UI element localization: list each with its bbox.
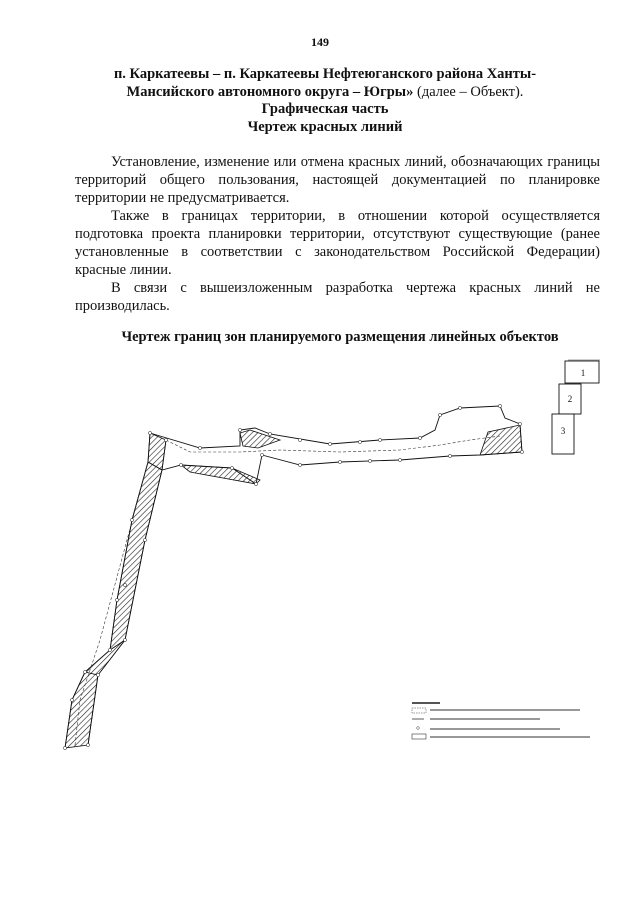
paragraph-1: Установление, изменение или отмена красных линий, обозначающих границы территорий общего пользования, настоящей документацией по планировке территории не предусматривается. <box>75 154 600 206</box>
planning-drawing <box>0 340 640 760</box>
document-heading <box>60 66 590 136</box>
page-number: 149 <box>311 35 329 49</box>
section-title: Чертеж границ зон планируемого размещения линейных объектов <box>121 329 559 345</box>
dashed-boundary <box>75 436 500 745</box>
sheet-index <box>552 360 600 454</box>
legend <box>412 703 590 739</box>
sheet-2-label: 2 <box>567 394 573 404</box>
sheet-3-label: 3 <box>560 426 566 436</box>
heading-line-1: п. Каркатеевы – п. Каркатеевы Нефтеюганского района Ханты- <box>113 66 537 82</box>
heading-graphic-part: Графическая часть <box>261 101 389 117</box>
planned-zone-hatched <box>65 425 522 748</box>
heading-line-2 <box>60 84 590 102</box>
heading-line-2-bold: Мансийского автономного округа – Югры» <box>126 83 414 100</box>
body-text <box>75 153 600 315</box>
heading-line-2-normal: (далее – Объект). <box>413 83 524 100</box>
heading-red-lines: Чертеж красных линий <box>247 118 403 135</box>
paragraph-2: Также в границах территории, в отношении которой осуществляется подготовка проекта планировки территории, отсутствуют существующие (ранее установленные в соответствии с законодательством Российской Федерации) красные линии. <box>75 208 600 278</box>
paragraph-3: В связи с вышеизложенным разработка чертежа красных линий не производилась. <box>75 280 600 314</box>
sheet-1-label: 1 <box>580 368 586 378</box>
